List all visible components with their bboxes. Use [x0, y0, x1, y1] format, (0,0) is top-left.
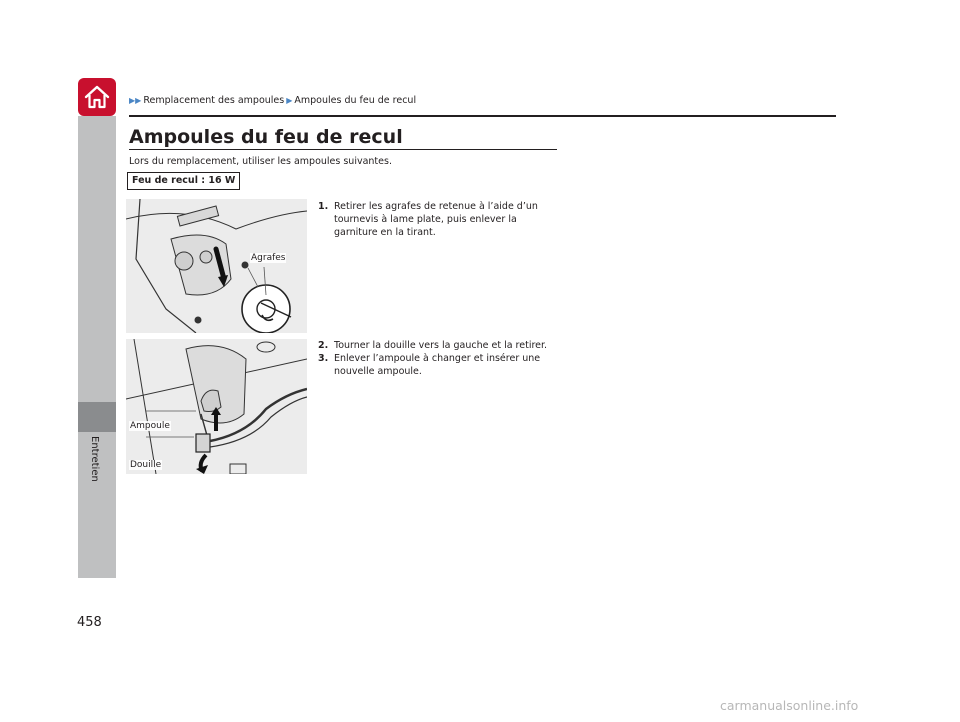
step-text: Tourner la douille vers la gauche et la retirer. — [334, 340, 548, 351]
header-divider — [129, 115, 836, 117]
figure-bulb-socket-illustration — [126, 339, 307, 474]
socket-label: Douille — [130, 460, 162, 470]
trim-panel-illustration — [126, 199, 307, 333]
watermark: carmanualsonline.info — [720, 698, 859, 713]
bulb-spec-box: Feu de recul : 16 W — [127, 172, 240, 190]
breadcrumb-item-replacement[interactable]: Remplacement des ampoules — [143, 95, 285, 106]
breadcrumb-item-current: Ampoules du feu de recul — [294, 95, 417, 106]
step-number: 1. — [318, 201, 329, 212]
section-label: Entretien — [89, 436, 100, 482]
title-divider — [129, 149, 557, 150]
home-button[interactable] — [78, 78, 116, 116]
step-number: 2. — [318, 340, 329, 351]
breadcrumb-arrow-icon: ▶▶ — [129, 96, 142, 105]
home-icon — [83, 83, 111, 111]
step-3 — [318, 352, 558, 378]
breadcrumb — [129, 95, 416, 106]
step-text: Retirer les agrafes de retenue à l’aide d’un tournevis à lame plate, puis enlever la garniture en la tirant. — [334, 201, 538, 238]
page-title: Ampoules du feu de recul — [129, 126, 403, 148]
bulb-label: Ampoule — [130, 421, 170, 431]
intro-text: Lors du remplacement, utiliser les ampoules suivantes. — [129, 156, 392, 167]
step-number: 3. — [318, 353, 329, 364]
clips-label: Agrafes — [251, 253, 286, 263]
side-tab-upper — [78, 116, 116, 402]
page-number: 458 — [77, 615, 102, 630]
step-1 — [318, 200, 558, 239]
figure-clips-illustration — [126, 199, 307, 333]
side-tab-active[interactable] — [78, 402, 116, 432]
bulb-socket-illustration — [126, 339, 307, 474]
step-2 — [318, 339, 558, 352]
breadcrumb-arrow-icon: ▶ — [286, 96, 293, 105]
step-text: Enlever l’ampoule à changer et insérer une nouvelle ampoule. — [334, 353, 541, 377]
